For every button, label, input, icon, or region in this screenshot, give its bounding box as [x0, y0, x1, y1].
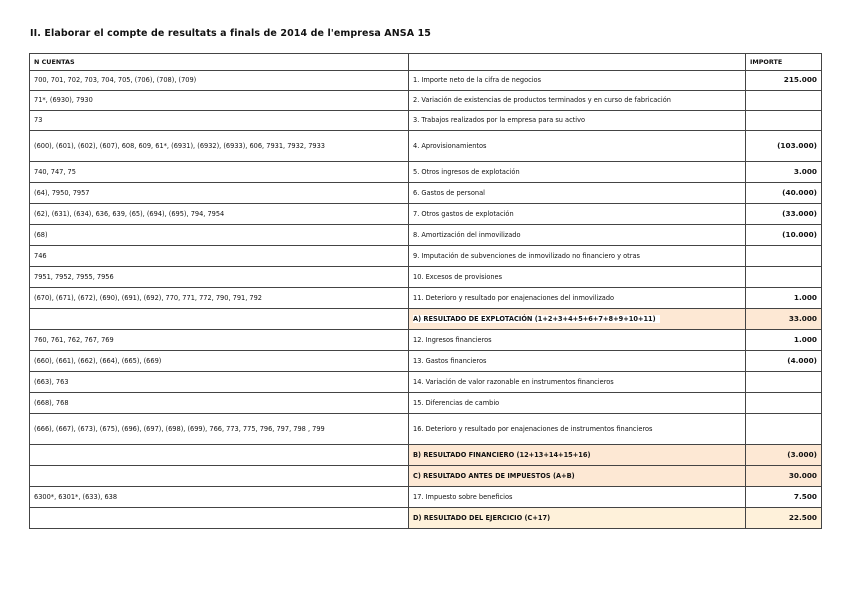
- cuentas-cell: 71*, (6930), 7930: [30, 91, 409, 111]
- importe-cell: (33.000): [746, 204, 822, 225]
- cuentas-cell: [30, 309, 409, 330]
- header-cuentas: N CUENTAS: [30, 54, 409, 71]
- concepto-cell: 13. Gastos financieros: [409, 351, 746, 372]
- cuentas-cell: 700, 701, 702, 703, 704, 705, (706), (708), (709): [30, 71, 409, 91]
- table-row: [30, 393, 822, 414]
- page-title: II. Elaborar el compte de resultats a finals de 2014 de l'empresa ANSA 15: [30, 28, 432, 39]
- concepto-cell: 8. Amortización del inmovilizado: [409, 225, 746, 246]
- cuentas-cell: (663), 763: [30, 372, 409, 393]
- result-row-d: [30, 508, 822, 529]
- table-row: [30, 71, 822, 91]
- importe-cell: [746, 91, 822, 111]
- result-d-value: 22.500: [746, 508, 822, 529]
- cuentas-cell: [30, 508, 409, 529]
- concepto-cell: 17. Impuesto sobre beneficios: [409, 487, 746, 508]
- cuentas-cell: (670), (671), (672), (690), (691), (692), 770, 771, 772, 790, 791, 792: [30, 288, 409, 309]
- result-c-label: C) RESULTADO ANTES DE IMPUESTOS (A+B): [409, 466, 746, 487]
- cuentas-cell: 6300*, 6301*, (633), 638: [30, 487, 409, 508]
- table-row: [30, 288, 822, 309]
- cuentas-cell: (600), (601), (602), (607), 608, 609, 61*, (6931), (6932), (6933), 606, 7931, 7932, 7933: [30, 131, 409, 162]
- importe-cell: [746, 393, 822, 414]
- result-c-value: 30.000: [746, 466, 822, 487]
- result-a-label-cell: [409, 309, 746, 330]
- concepto-cell: 3. Trabajos realizados por la empresa para su activo: [409, 111, 746, 131]
- income-statement-table: [29, 53, 822, 529]
- importe-cell: 1.000: [746, 288, 822, 309]
- concepto-cell: 7. Otros gastos de explotación: [409, 204, 746, 225]
- concepto-cell: 5. Otros ingresos de explotación: [409, 162, 746, 183]
- result-row-c: [30, 466, 822, 487]
- importe-cell: (103.000): [746, 131, 822, 162]
- table-row: [30, 351, 822, 372]
- importe-cell: [746, 414, 822, 445]
- result-a-value: 33.000: [746, 309, 822, 330]
- importe-cell: (4.000): [746, 351, 822, 372]
- table-row: [30, 225, 822, 246]
- cuentas-cell: 740, 747, 75: [30, 162, 409, 183]
- table-row: [30, 246, 822, 267]
- importe-cell: (10.000): [746, 225, 822, 246]
- result-b-label: B) RESULTADO FINANCIERO (12+13+14+15+16): [409, 445, 746, 466]
- concepto-cell: 12. Ingresos financieros: [409, 330, 746, 351]
- result-a-label: A) RESULTADO DE EXPLOTACIÓN (1+2+3+4+5+6+7+8+9+10+11): [413, 315, 660, 323]
- concepto-cell: 6. Gastos de personal: [409, 183, 746, 204]
- cuentas-cell: 760, 761, 762, 767, 769: [30, 330, 409, 351]
- table-row: [30, 414, 822, 445]
- cuentas-cell: 73: [30, 111, 409, 131]
- table-row: [30, 183, 822, 204]
- importe-cell: (40.000): [746, 183, 822, 204]
- cuentas-cell: (660), (661), (662), (664), (665), (669): [30, 351, 409, 372]
- header-importe: IMPORTE: [746, 54, 822, 71]
- table-row: [30, 91, 822, 111]
- table-row: [30, 487, 822, 508]
- cuentas-cell: (68): [30, 225, 409, 246]
- concepto-cell: 15. Diferencias de cambio: [409, 393, 746, 414]
- table-row: [30, 372, 822, 393]
- table-header-row: [30, 54, 822, 71]
- importe-cell: [746, 267, 822, 288]
- concepto-cell: 10. Excesos de provisiones: [409, 267, 746, 288]
- table-row: [30, 162, 822, 183]
- concepto-cell: 4. Aprovisionamientos: [409, 131, 746, 162]
- result-d-label: D) RESULTADO DEL EJERCICIO (C+17): [409, 508, 746, 529]
- importe-cell: 1.000: [746, 330, 822, 351]
- cuentas-cell: 7951, 7952, 7955, 7956: [30, 267, 409, 288]
- table-row: [30, 330, 822, 351]
- header-concepto: [409, 54, 746, 71]
- concepto-cell: 1. Importe neto de la cifra de negocios: [409, 71, 746, 91]
- table-row: [30, 267, 822, 288]
- cuentas-cell: (64), 7950, 7957: [30, 183, 409, 204]
- concepto-cell: 16. Deterioro y resultado por enajenaciones de instrumentos financieros: [409, 414, 746, 445]
- table-row: [30, 204, 822, 225]
- concepto-cell: 2. Variación de existencias de productos terminados y en curso de fabricación: [409, 91, 746, 111]
- importe-cell: [746, 372, 822, 393]
- importe-cell: 7.500: [746, 487, 822, 508]
- importe-cell: 3.000: [746, 162, 822, 183]
- result-b-value: (3.000): [746, 445, 822, 466]
- importe-cell: 215.000: [746, 71, 822, 91]
- cuentas-cell: (668), 768: [30, 393, 409, 414]
- importe-cell: [746, 246, 822, 267]
- cuentas-cell: (62), (631), (634), 636, 639, (65), (694), (695), 794, 7954: [30, 204, 409, 225]
- table-row: [30, 131, 822, 162]
- cuentas-cell: [30, 445, 409, 466]
- concepto-cell: 11. Deterioro y resultado por enajenaciones del inmovilizado: [409, 288, 746, 309]
- cuentas-cell: [30, 466, 409, 487]
- cuentas-cell: 746: [30, 246, 409, 267]
- table-row: [30, 111, 822, 131]
- concepto-cell: 9. Imputación de subvenciones de inmovilizado no financiero y otras: [409, 246, 746, 267]
- result-row-b: [30, 445, 822, 466]
- cuentas-cell: (666), (667), (673), (675), (696), (697), (698), (699), 766, 773, 775, 796, 797, 798 , 799: [30, 414, 409, 445]
- result-row-a: [30, 309, 822, 330]
- importe-cell: [746, 111, 822, 131]
- concepto-cell: 14. Variación de valor razonable en instrumentos financieros: [409, 372, 746, 393]
